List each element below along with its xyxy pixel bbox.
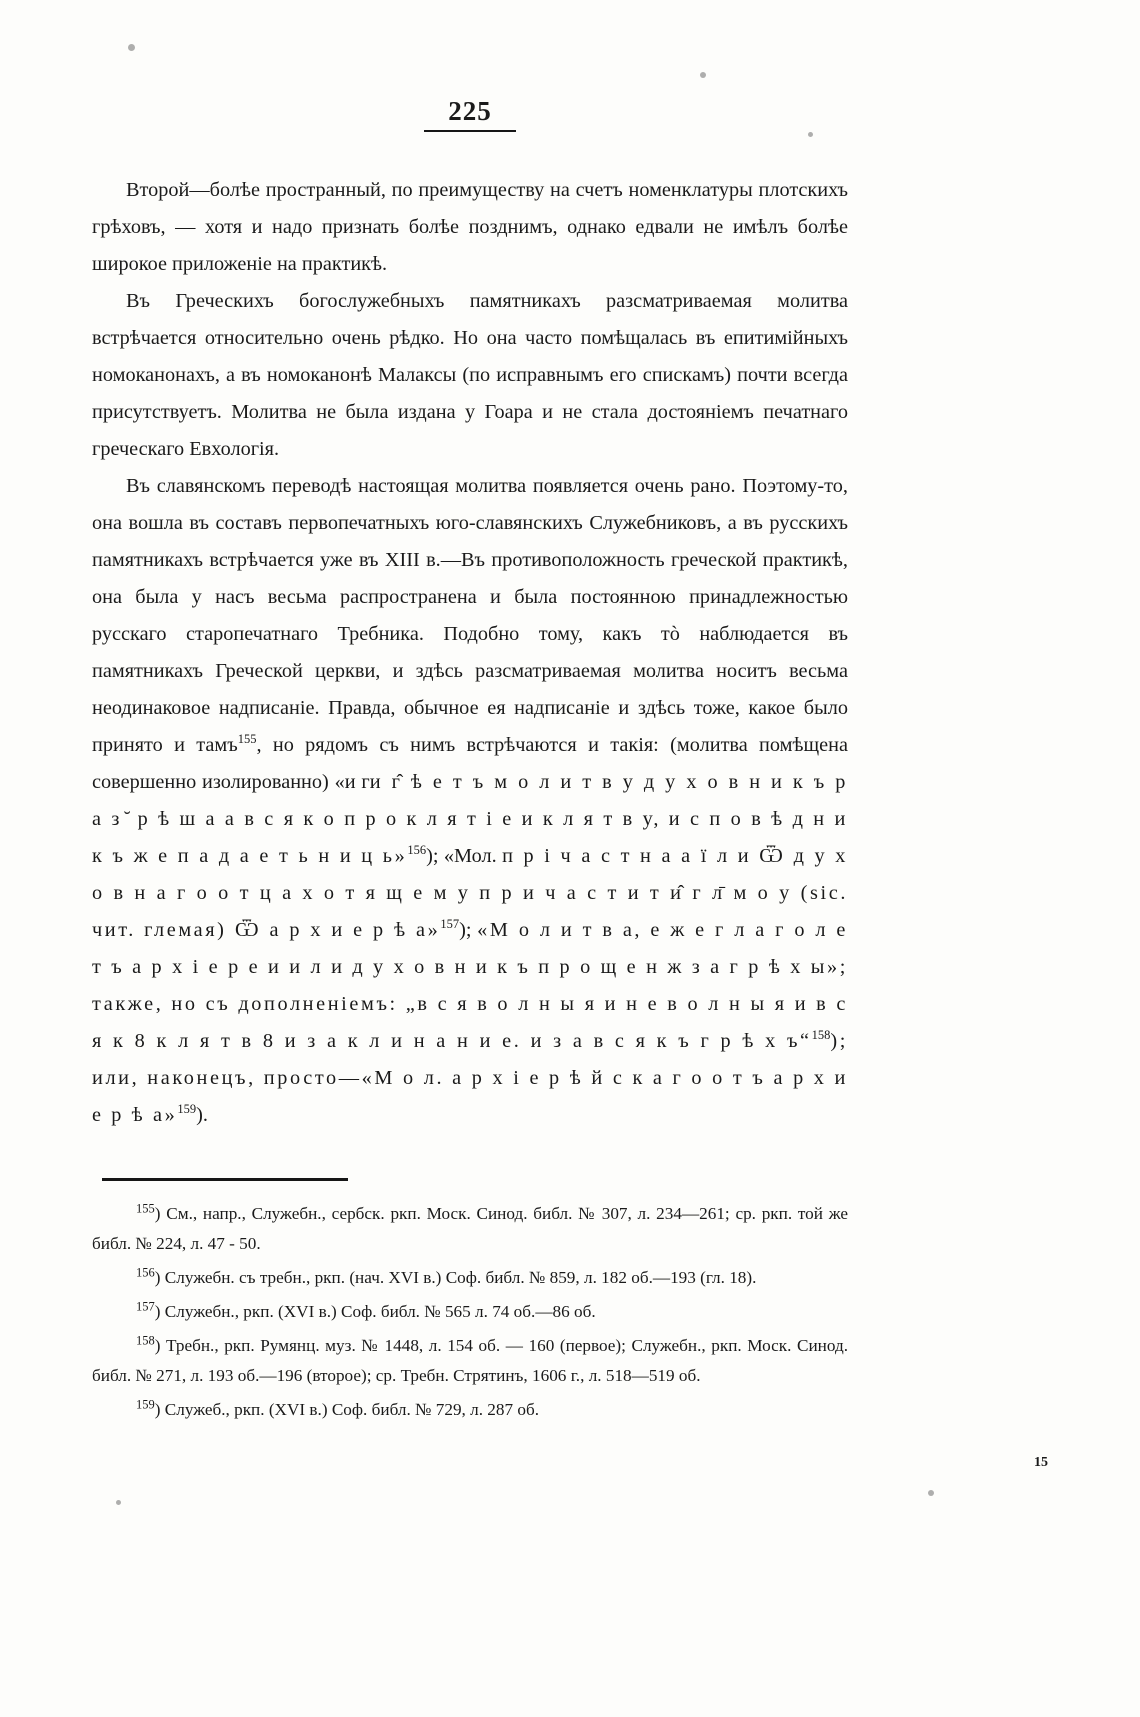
footnote-marker: 156 bbox=[136, 1265, 155, 1280]
footnote-paren: ) bbox=[154, 1268, 165, 1287]
footnote-separator bbox=[102, 1178, 348, 1181]
page-speck bbox=[128, 44, 135, 51]
quote-letter-3: «М о л и т в а, е ж е г л а г о л е т ъ а р х і е р е и и л и д у х о в н и к ъ п р о щ е н ж з а г р ѣ х ы» bbox=[92, 919, 848, 978]
footnote-ref-158: 158 bbox=[811, 1028, 831, 1043]
footnote-ref-155: 155 bbox=[237, 732, 257, 747]
page-number: 225 bbox=[448, 96, 492, 126]
signature-mark: 15 bbox=[1034, 1455, 1048, 1470]
footnote-paren: ) bbox=[154, 1302, 165, 1321]
footnote-text: См., напр., Служебн., сербск. ркп. Моск. Синод. библ. № 307, л. 234—261; ср. ркп. той же библ. № 224, л. 47 - 50. bbox=[92, 1204, 848, 1253]
footnote-item bbox=[92, 1395, 848, 1425]
footnote-paren: ) bbox=[154, 1204, 167, 1223]
body-text bbox=[92, 172, 848, 1134]
footnote-marker: 155 bbox=[136, 1201, 155, 1216]
page-content bbox=[92, 96, 848, 1429]
quote-letter-1: и г̂ ѣ е т ъ м о л и т в у д у х о в н и к ъ р а з ̆ р ѣ ш а а в с я к о п р о к л я т і е и к л я т в у, и с п о в ѣ д н и к ъ ж е п а д а е т ь н и ц ь» bbox=[92, 771, 848, 867]
footnote-ref-159: 159 bbox=[177, 1102, 197, 1117]
after-156: ); «Мол. bbox=[426, 845, 497, 867]
footnote-item bbox=[92, 1199, 848, 1259]
page-speck bbox=[700, 72, 706, 78]
paragraph-3-lead: Въ славянскомъ переводѣ настоящая молитва появляется очень рано. Поэтому-то, она вошла въ составъ первопечатныхъ юго-славянскихъ Служебниковъ, а въ русскихъ памятникахъ встрѣчается уже въ XIII в.—Въ противоположность греческой практикѣ, она была у насъ весьма распространена и была постоянною принадлежностью русскаго старопечатнаго Требника. Подобно тому, какъ тò наблюдается въ памятникахъ Греческой церкви, и здѣсь разсматриваемая молитва носитъ весьма неодинаковое надписаніе. Правда, обычное ея надписаніе и здѣсь тоже, какое было принято и тамъ bbox=[92, 475, 848, 756]
footnote-text: Служебн. съ требн., ркп. (нач. XVI в.) Соф. библ. № 859, л. 182 об.—193 (гл. 18). bbox=[164, 1268, 757, 1287]
footnote-item bbox=[92, 1263, 848, 1293]
footnote-marker: 158 bbox=[136, 1333, 155, 1348]
footnote-marker: 159 bbox=[136, 1397, 155, 1412]
page-number-rule bbox=[424, 130, 516, 132]
footnote-ref-156: 156 bbox=[407, 843, 427, 858]
page-speck bbox=[928, 1490, 934, 1496]
paragraph-3 bbox=[92, 468, 848, 1134]
footnote-item bbox=[92, 1297, 848, 1327]
after-158: ); или, наконецъ, просто—«М о л. а р х і е р ѣ й с к а г о о т ъ а р х и е р ѣ а» bbox=[92, 1030, 848, 1126]
paragraph-1: Второй—болѣе пространный, по преимуществу на счетъ номенклатуры плотскихъ грѣховъ, — хотя и надо признать болѣе позднимъ, однако едвали не имѣлъ болѣе широкое приложеніе на практикѣ. bbox=[92, 179, 848, 275]
footnote-text: Требн., ркп. Румянц. муз. № 1448, л. 154 об. — 160 (первое); Служебн., ркп. Моск. Синод. библ. № 271, л. 193 об.—196 (второе); ср. Требн. Стрятинъ, 1606 г., л. 518—519 об. bbox=[92, 1336, 848, 1385]
page-speck bbox=[116, 1500, 121, 1505]
footnote-text: Служеб., ркп. (XVI в.) Соф. библ. № 729, л. 287 об. bbox=[164, 1400, 540, 1419]
after-157: ); bbox=[459, 919, 472, 941]
after-159: ). bbox=[196, 1104, 208, 1126]
footnotes bbox=[92, 1199, 848, 1425]
quote-letter-2: п р і ч а с т н а а ї л и Ѿ д у х о в н а г о о т ц а х о т я щ е м у п р и ч а с т и т и̂ г л̄ м о у (sic. чит. глемая) Ѿ а р х и е р ѣ а» bbox=[92, 845, 848, 941]
footnote-text: Служебн., ркп. (XVI в.) Соф. библ. № 565 л. 74 об.—86 об. bbox=[164, 1302, 596, 1321]
after-quote-3: ; также, но съ дополненіемъ: „в с я в о л н ы я и н е в о л н ы я и в с я к 8 к л я т в 8 и з а к л и н а н и е. и з а в с я к ъ г р ѣ х ъ“ bbox=[92, 956, 848, 1052]
paragraph-2: Въ Греческихъ богослужебныхъ памятникахъ разсматриваемая молитва встрѣчается относительно очень рѣдко. Но она часто помѣщалась въ епитимійныхъ номоканонахъ, а въ номоканонѣ Малаксы (по исправнымъ его спискамъ) почти всегда присутствуетъ. Молитва не была издана у Гоара и не стала достояніемъ печатнаго греческаго Евхологія. bbox=[92, 290, 848, 460]
footnote-paren: ) bbox=[154, 1336, 167, 1355]
paragraph-3-after-155: , но рядомъ съ нимъ встрѣчаются и такія: (молитва помѣщена совершенно изолированно) «и г bbox=[92, 734, 848, 793]
footnote-marker: 157 bbox=[136, 1299, 155, 1314]
footnote-ref-157: 157 bbox=[440, 917, 460, 932]
footnote-paren: ) bbox=[154, 1400, 165, 1419]
page-header bbox=[92, 96, 848, 132]
footnote-item bbox=[92, 1331, 848, 1391]
